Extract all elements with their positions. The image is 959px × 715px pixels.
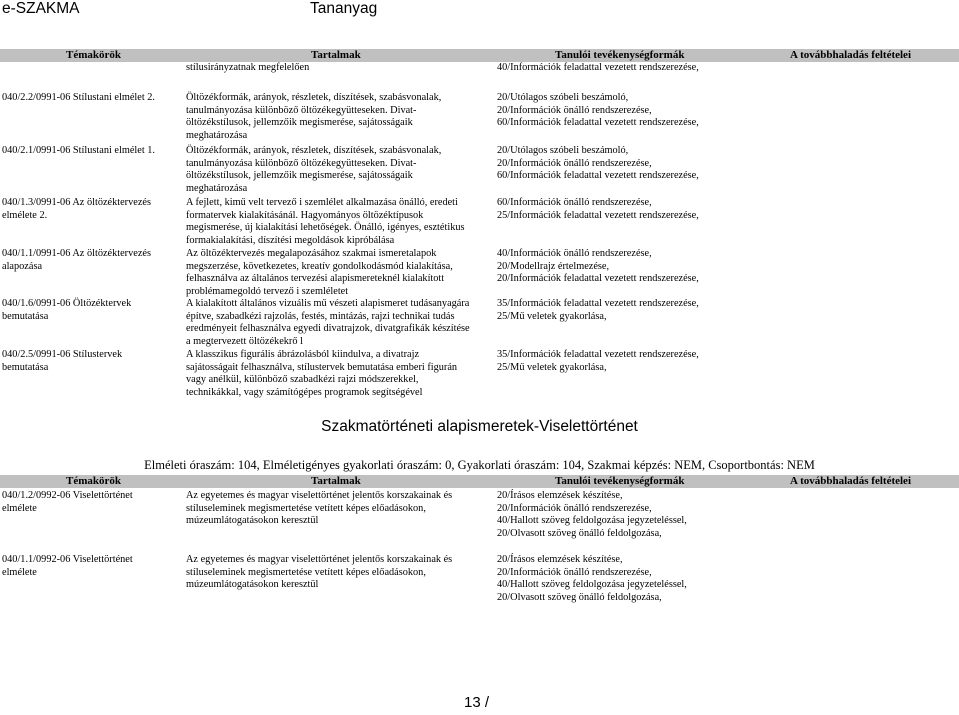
activity-line: 60/Információk önálló rendszerezése, [497,197,652,208]
column-header-topics: Témakörök [66,49,121,61]
content-line: a megtervezett öltözékekrő l [186,335,303,347]
header-left-title: e-SZAKMA [2,0,80,17]
activity-line: 20/Utólagos szóbeli beszámoló, [497,92,629,103]
topic-line: 040/2.1/0991-06 Stílustani elmélet 1. [2,145,156,156]
topic-line: elmélete [2,502,37,514]
content-line: Az egyetemes és magyar viselettörténet jelentős korszakainak és [186,554,453,565]
content-line: múzeumlátogatásokon keresztül [186,579,319,591]
topic-line: elmélete 2. [2,209,48,221]
content-line: Az öltözéktervezés megalapozásához szakmai ismeretalapok [186,248,437,259]
content-line: megszerzése, következetes, kreatív gondolkodásmód kialakítása, [186,260,453,272]
activity-line: 20/Modellrajz értelmezése, [497,260,610,272]
content-line: stíluseleminek megismertetése vetített képes előadásokon, [186,566,426,578]
content-line: stíluseleminek megismertetése vetített képes előadásokon, [186,502,426,514]
activity-line: 20/Utólagos szóbeli beszámoló, [497,145,629,156]
topic-line: 040/1.6/0991-06 Öltözéktervek [2,298,132,309]
page-number: 13 / [464,694,490,711]
column-header-activities: Tanulói tevékenységformák [555,475,685,487]
section-title: Szakmatörténeti alapismeretek-Viselettörténet [321,418,638,435]
activity-cell [497,92,699,130]
content-line: Öltözékformák, arányok, részletek, díszítések, szabásvonalak, [186,145,442,156]
section-info: Elméleti óraszám: 104, Elméletigényes gyakorlati óraszám: 0, Gyakorlati óraszám: 104, Szakmai képzés: NEM, Csoportbontás: NEM [144,458,815,472]
activity-line: 20/Információk önálló rendszerezése, [497,104,652,116]
topic-line: elmélete [2,566,37,578]
activity-line: 40/Hallott szöveg feldolgozása jegyzeteléssel, [497,515,687,527]
activity-cell [497,298,699,323]
activity-cell [497,490,687,540]
topic-line: 040/2.2/0991-06 Stílustani elmélet 2. [2,92,156,103]
topic-cell [2,298,131,323]
content-line: megismerése, új kialakítási lehetőségek. Önálló, igényes, esztétikus [186,222,465,234]
activity-line: 35/Információk feladattal vezetett rendszerezése, [497,349,699,360]
activity-line: 20/Írásos elemzések készítése, [497,554,623,565]
activity-line: 40/Információk önálló rendszerezése, [497,248,652,259]
content-line: Az egyetemes és magyar viselettörténet jelentős korszakainak és [186,490,453,501]
content-line: technikákkal, vagy számítógépes programok segítségével [186,386,423,398]
content-line: öltözékstílusok, jellemzőik megismerése, sajátosságaik [186,117,413,129]
column-header-topics: Témakörök [66,475,121,487]
content-line: eredményeit felhasználva egyedi divatrajzok, divatgrafikák készítése [186,323,470,335]
activity-line: 20/Információk önálló rendszerezése, [497,157,652,169]
content-line: A fejlett, kimű velt tervező i szemlélet alkalmazása önálló, eredeti [186,197,458,208]
content-line: múzeumlátogatásokon keresztül [186,515,319,527]
content-cell [186,349,457,399]
activity-cell [497,554,687,604]
activity-cell [497,145,699,183]
content-line: meghatározása [186,129,248,141]
content-line: A kialakított általános vizuális mű vészeti alapismeret tudásanyagára [186,298,470,309]
activity-line: 20/Információk önálló rendszerezése, [497,566,652,578]
content-cell [186,554,452,592]
activity-line: 20/Olvasott szöveg önálló feldolgozása, [497,527,662,539]
topic-line: 040/1.2/0992-06 Viselettörténet [2,490,133,501]
activity-line: 25/Mű veletek gyakorlása, [497,361,607,373]
topic-line: alapozása [2,260,43,272]
table-header-bottom [0,475,959,488]
column-header-contents: Tartalmak [311,475,361,487]
column-header-progress: A továbbhaladás feltételei [790,475,911,487]
content-line: építve, szabadkézi rajzolás, festés, mintázás, rajzi technikai tudás [186,310,455,322]
activity-cell [497,248,699,286]
content-cell [186,197,465,247]
topic-line: 040/1.1/0992-06 Viselettörténet [2,554,133,565]
activity-cell [497,349,699,374]
topic-cell [2,349,122,374]
content-line: meghatározása [186,182,248,194]
content-line: problémamegoldó tervező i szemléletet [186,285,349,297]
topic-line: 040/2.5/0991-06 Stílustervek [2,349,123,360]
content-line: sajátosságait felhasználva, stílustervek bemutatása emberi figurán [186,361,458,373]
activity-line: 35/Információk feladattal vezetett rendszerezése, [497,298,699,309]
topic-cell [2,92,155,105]
document-header [0,0,959,22]
activity-line: 20/Információk önálló rendszerezése, [497,502,652,514]
continuation-content: stílusirányzatnak megfelelően [186,62,310,73]
content-cell [186,248,453,298]
content-cell [186,490,452,528]
topic-line: bemutatása [2,310,49,322]
content-line: Öltözékformák, arányok, részletek, díszítések, szabásvonalak, [186,92,442,103]
content-line: formakialakítási, díszítési megoldások kipróbálása [186,234,395,246]
table-header-top [0,49,959,62]
topic-cell [2,145,155,158]
activity-line: 40/Hallott szöveg feldolgozása jegyzeteléssel, [497,579,687,591]
activity-line: 60/Információk feladattal vezetett rendszerezése, [497,117,699,129]
activity-cell [497,197,699,222]
topic-line: 040/1.1/0991-06 Az öltözéktervezés [2,248,151,259]
content-cell [186,145,441,195]
activity-line: 20/Információk feladattal vezetett rendszerezése, [497,273,699,285]
topic-cell [2,490,133,515]
activity-line: 25/Információk feladattal vezetett rendszerezése, [497,209,699,221]
column-header-activities: Tanulói tevékenységformák [555,49,685,61]
header-right-title: Tananyag [310,0,378,17]
content-line: A klasszikus figurális ábrázolásból kiindulva, a divatrajz [186,349,420,360]
content-cell [186,298,470,348]
content-cell [186,92,441,142]
content-line: vagy anélkül, különböző szabadkézi rajzi módszerekkel, [186,374,419,386]
column-header-progress: A továbbhaladás feltételei [790,49,911,61]
topic-line: bemutatása [2,361,49,373]
activity-line: 25/Mű veletek gyakorlása, [497,310,607,322]
topic-line: 040/1.3/0991-06 Az öltözéktervezés [2,197,151,208]
topic-cell [2,197,151,222]
activity-line: 20/Olvasott szöveg önálló feldolgozása, [497,591,662,603]
topic-cell [2,248,151,273]
content-line: formatervek kialakításánál. Hagyományos öltözéktípusok [186,209,424,221]
topic-cell [2,554,133,579]
activity-line: 20/Írásos elemzések készítése, [497,490,623,501]
content-line: felhasználva az általános tervezési alapismereteknél kialakított [186,273,445,285]
content-line: tanulmányozása különböző öltözékegyütteseken. Divat- [186,157,417,169]
content-line: tanulmányozása különböző öltözékegyütteseken. Divat- [186,104,417,116]
content-line: öltözékstílusok, jellemzőik megismerése, sajátosságaik [186,170,413,182]
activity-line: 60/Információk feladattal vezetett rendszerezése, [497,170,699,182]
continuation-activity: 40/Információk feladattal vezetett rendszerezése, [497,62,699,73]
column-header-contents: Tartalmak [311,49,361,61]
